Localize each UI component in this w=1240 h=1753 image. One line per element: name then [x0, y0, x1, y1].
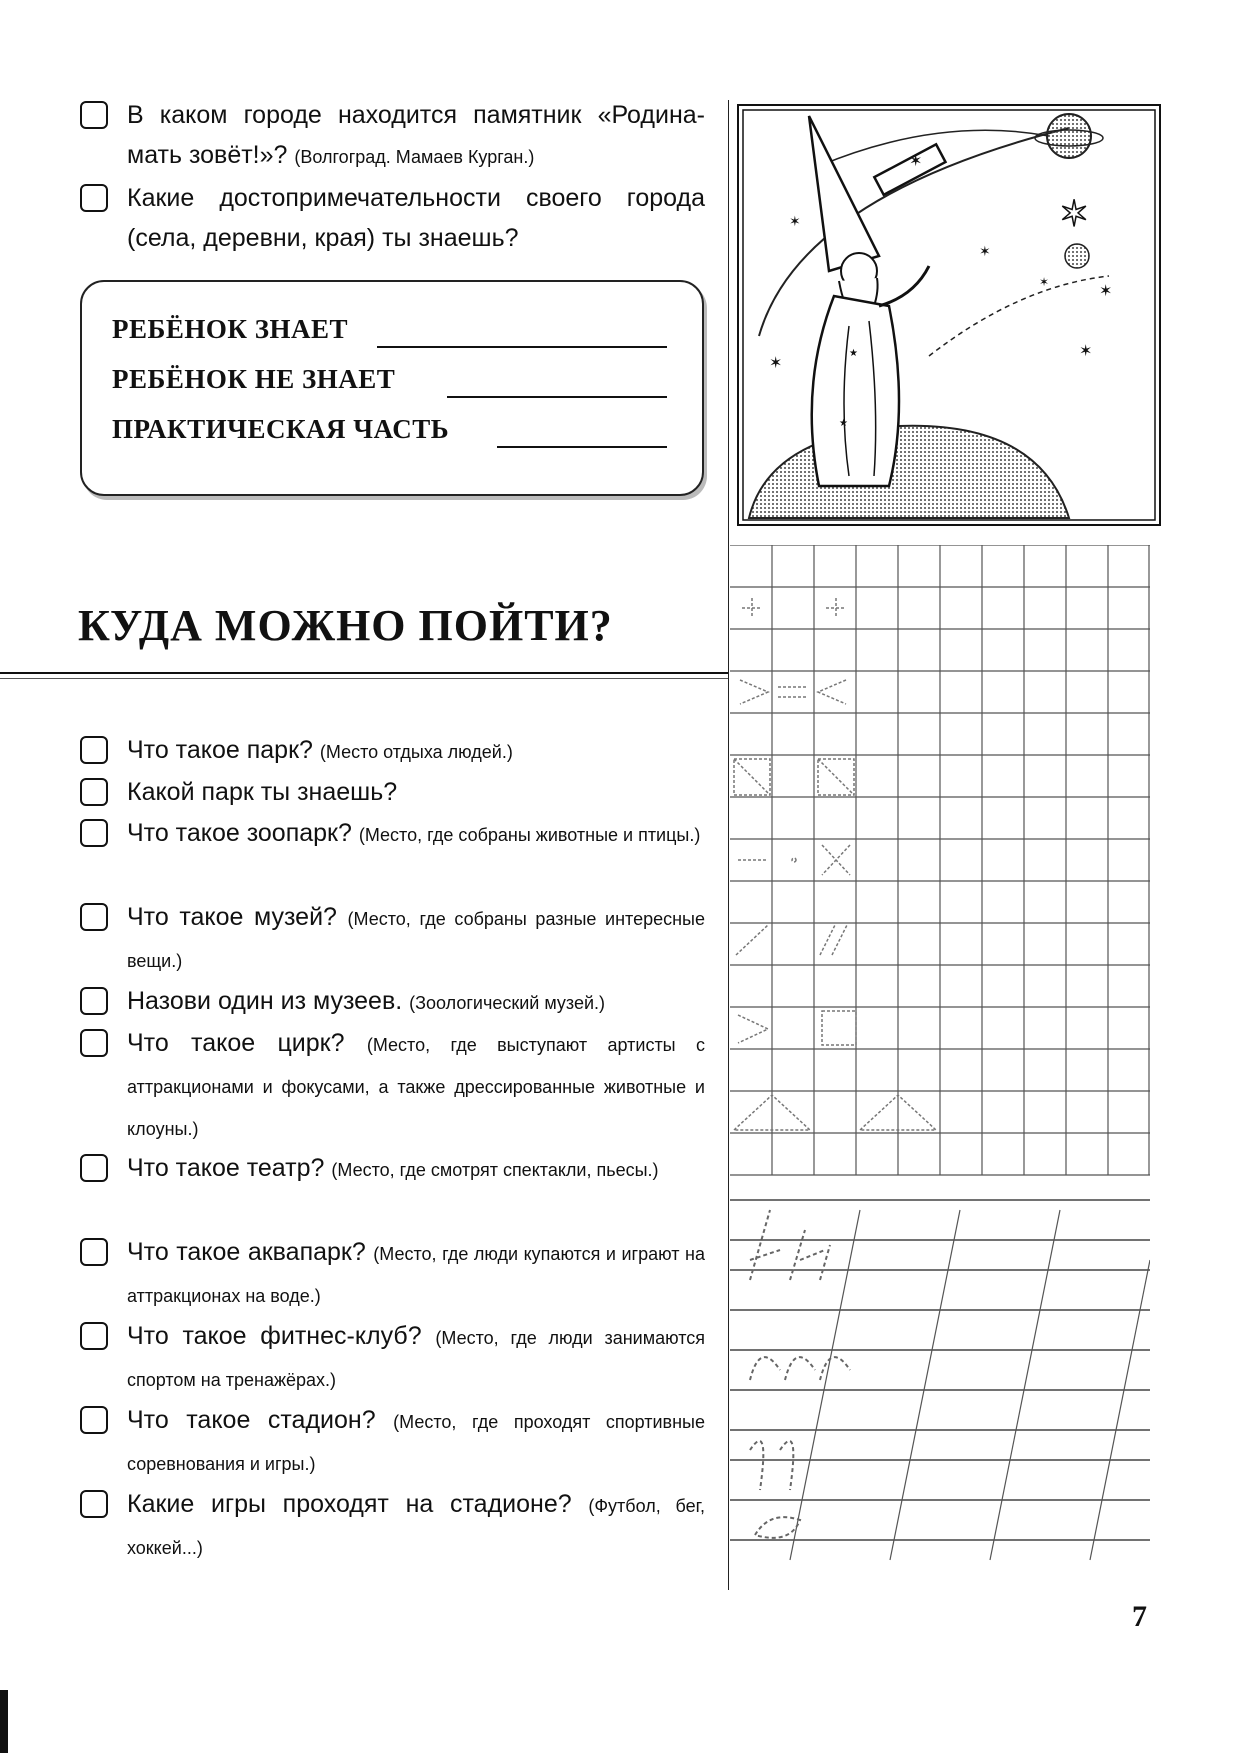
question-text: Что такое цирк? [127, 1029, 345, 1057]
grade-practical-label: ПРАКТИЧЕСКАЯ ЧАСТЬ [112, 414, 450, 444]
answer-text: (Волгоград. Мамаев Курган.) [294, 147, 535, 167]
question-text: Что такое стадион? [127, 1406, 376, 1434]
pattern-grid [730, 545, 1150, 1185]
question-text: Какие игры проходят на стадионе? [127, 1490, 572, 1518]
question-checkbox[interactable] [80, 819, 108, 847]
svg-text:✶: ✶ [979, 243, 991, 259]
question-checkbox[interactable] [80, 184, 108, 212]
question-checkbox[interactable] [80, 736, 108, 764]
grade-not-knows-line[interactable] [447, 396, 667, 398]
column-divider [728, 100, 729, 1590]
question-text: Какие достопримечательности своего города (села, деревни, края) ты знаешь? [127, 184, 705, 252]
grade-knows-line[interactable] [377, 346, 667, 348]
question-item [80, 897, 705, 981]
question-checkbox[interactable] [80, 1238, 108, 1266]
answer-text: (Место, где выступают артисты с аттракционами и фокусами, а также дрессированные животные и клоуны.) [127, 1035, 705, 1139]
question-checkbox[interactable] [80, 1322, 108, 1350]
svg-text:✶: ✶ [1099, 283, 1113, 300]
question-item [80, 1316, 705, 1400]
question-checkbox[interactable] [80, 1490, 108, 1518]
svg-text:✶: ✶ [769, 355, 783, 372]
svg-text:✶: ✶ [1039, 275, 1050, 289]
question-item [80, 772, 705, 812]
grade-knows-label: РЕБЁНОК ЗНАЕТ [112, 314, 348, 344]
question-item [80, 981, 705, 1023]
question-text: Что такое зоопарк? [127, 819, 352, 847]
title-divider [0, 672, 728, 674]
grade-not-knows-label: РЕБЁНОК НЕ ЗНАЕТ [112, 364, 396, 394]
answer-text: (Место, где проходят спортивные соревнования и игры.) [127, 1412, 706, 1474]
scan-edge-mark [0, 1690, 8, 1753]
question-item [80, 1484, 705, 1568]
answer-text: (Место отдыха людей.) [319, 742, 513, 762]
section-title: КУДА МОЖНО ПОЙТИ? [78, 601, 613, 650]
question-checkbox[interactable] [80, 1154, 108, 1182]
question-text: В каком городе находится памятник «Родина-мать зовёт!»? [127, 101, 705, 169]
svg-text:✶: ✶ [909, 153, 923, 170]
grade-box [80, 280, 704, 496]
title-divider [0, 678, 728, 679]
svg-text:★: ★ [839, 418, 848, 429]
svg-text:✶: ✶ [789, 213, 801, 229]
svg-text:✶: ✶ [1079, 343, 1093, 360]
answer-text: (Место, где собраны животные и птицы.) [358, 825, 701, 845]
question-item [80, 1023, 705, 1149]
question-text: Что такое аквапарк? [127, 1238, 366, 1266]
wizard-illustration [737, 104, 1161, 526]
question-text: Назови один из музеев. [127, 987, 403, 1015]
answer-text: (Место, где собраны разные интересные вещи.) [127, 909, 705, 971]
question-item [80, 1148, 705, 1190]
handwriting-practice [730, 1190, 1150, 1580]
question-checkbox[interactable] [80, 987, 108, 1015]
question-item [80, 1400, 705, 1484]
question-item [80, 1232, 705, 1316]
question-checkbox[interactable] [80, 903, 108, 931]
wizard-icon [739, 106, 1159, 524]
answer-text: (Место, где смотрят спектакли, пьесы.) [331, 1160, 659, 1180]
question-item [80, 178, 705, 258]
question-text: Что такое театр? [127, 1154, 325, 1182]
question-text: Что такое музей? [127, 903, 337, 931]
question-checkbox[interactable] [80, 101, 108, 129]
question-checkbox[interactable] [80, 1029, 108, 1057]
grade-practical-line[interactable] [497, 446, 667, 448]
question-text: Что такое парк? [127, 736, 313, 764]
svg-text:★: ★ [849, 348, 858, 359]
page-number: 7 [1132, 1600, 1147, 1633]
question-item [80, 813, 705, 855]
answer-text: (Место, где люди купаются и играют на аттракционах на воде.) [127, 1244, 705, 1306]
svg-text:✶: ✶ [1059, 193, 1090, 234]
question-checkbox[interactable] [80, 1406, 108, 1434]
question-item [80, 730, 705, 772]
answer-text: (Место, где люди занимаются спортом на тренажёрах.) [127, 1328, 705, 1390]
answer-text: (Футбол, бег, хоккей...) [127, 1496, 705, 1558]
question-text: Какой парк ты знаешь? [127, 778, 398, 806]
question-item [80, 95, 705, 177]
answer-text: (Зоологический музей.) [409, 993, 606, 1013]
question-checkbox[interactable] [80, 778, 108, 806]
question-text: Что такое фитнес-клуб? [127, 1322, 422, 1350]
